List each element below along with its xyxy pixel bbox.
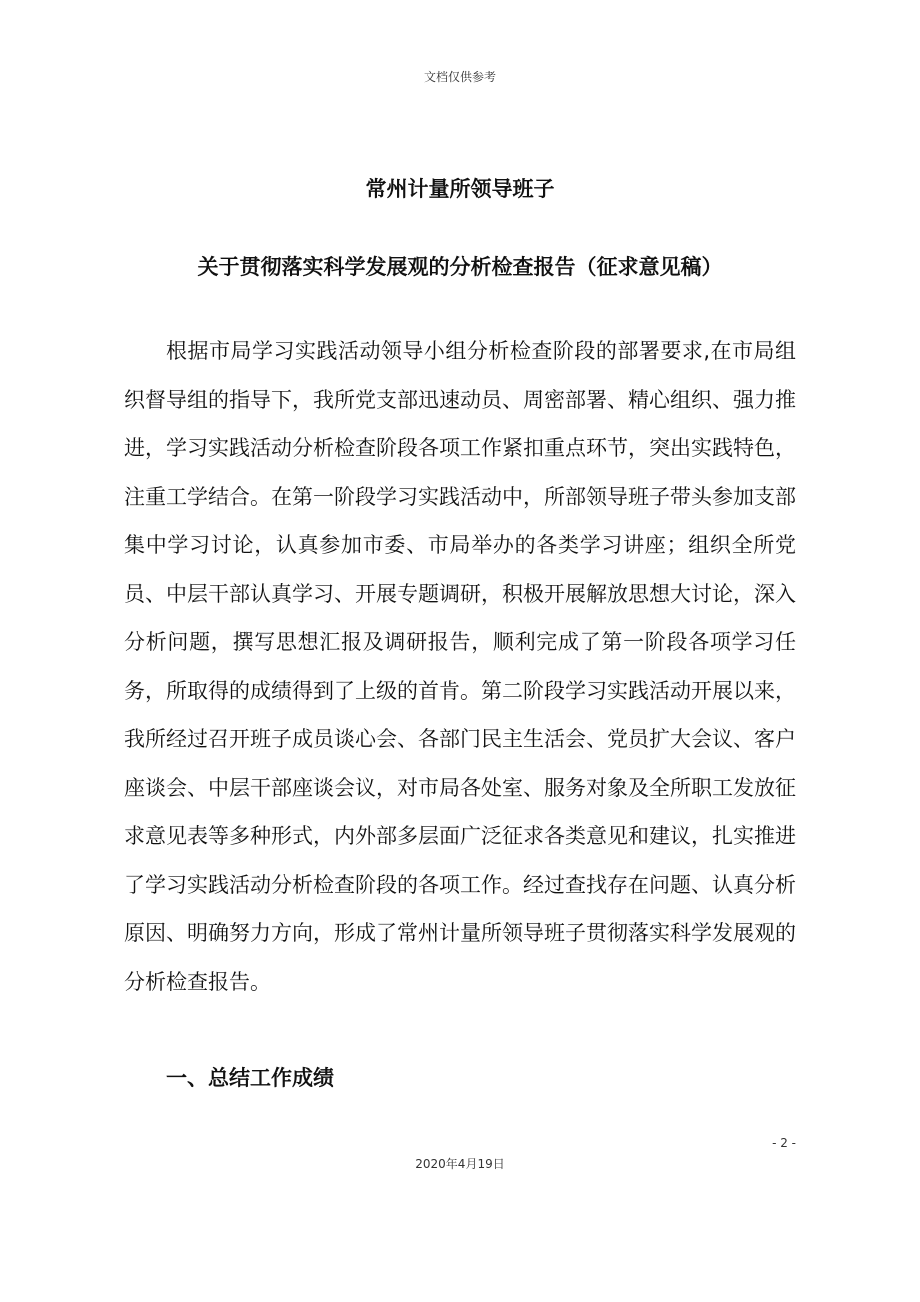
footer-date: 2020年4月19日 bbox=[415, 1157, 505, 1171]
document-title-line-2: 关于贯彻落实科学发展观的分析检查报告（征求意见稿） bbox=[197, 255, 723, 279]
body-paragraph: 根据市局学习实践活动领导小组分析检查阶段的部署要求,在市局组织督导组的指导下，我所党支部迅速动员、周密部署、精心组织、强力推进，学习实践活动分析检查阶段各项工作紧扣重点环节，突出实践特色，注重工学结合。在第一阶段学习实践活动中，所部领导班子带头参加支部集中学习讨论，认真参加市委、市局举办的各类学习讲座；组织全所党员、中层干部认真学习、开展专题调研，积极开展解放思想大讨论，深入分析问题，撰写思想汇报及调研报告，顺利完成了第一阶段各项学习任务，所取得的成绩得到了上级的首肯。第二阶段学习实践活动开展以来，我所经过召开班子成员谈心会、各部门民主生活会、党员扩大会议、客户座谈会、中层干部座谈会议，对市局各处室、服务对象及全所职工发放征求意见表等多种形式，内外部多层面广泛征求各类意见和建议，扎实推进了学习实践活动分析检查阶段的各项工作。经过查找存在问题、认真分析原因、明确努力方向，形成了常州计量所领导班子贯彻落实科学发展观的分析检查报告。 bbox=[124, 339, 796, 994]
page-number: - 2 - bbox=[772, 1136, 796, 1150]
section-heading: 一、总结工作成绩 bbox=[166, 1066, 334, 1090]
document-title-line-1: 常州计量所领导班子 bbox=[365, 177, 555, 201]
header-note: 文档仅供参考 bbox=[423, 70, 496, 84]
